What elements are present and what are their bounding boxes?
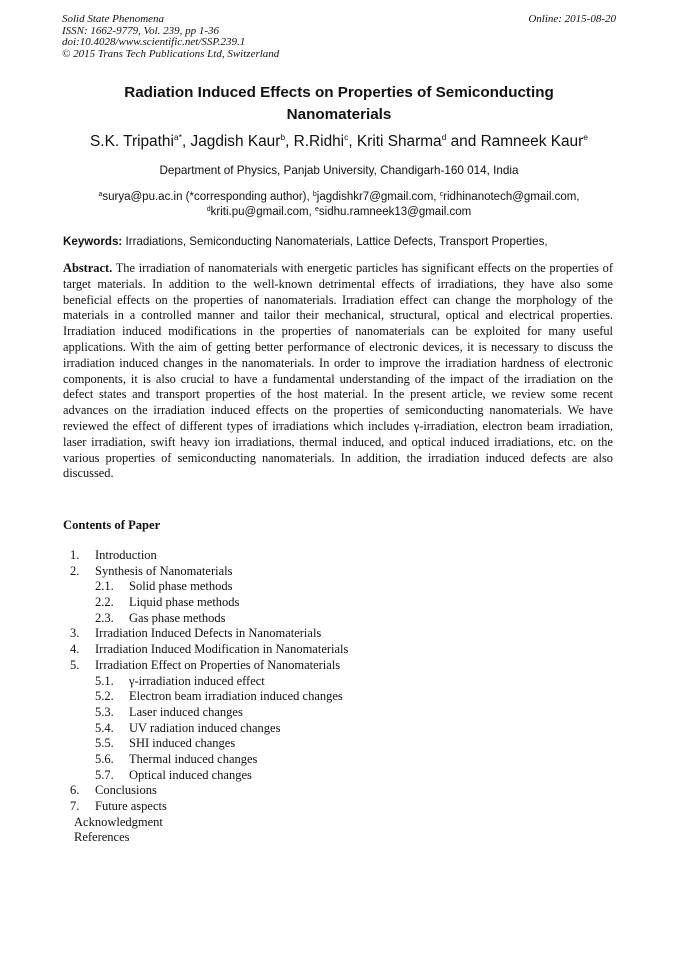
toc-item	[62, 689, 462, 705]
toc-item	[62, 548, 462, 564]
author-list	[40, 132, 638, 152]
toc-item	[62, 721, 462, 737]
toc-item	[62, 674, 462, 690]
toc-item	[62, 815, 462, 831]
toc-item-label: Irradiation Induced Modification in Nanomaterials	[95, 642, 349, 657]
toc-item	[62, 564, 462, 580]
toc-item-number: 5.7.	[95, 767, 114, 782]
toc-item-number: 5.6.	[95, 751, 114, 766]
toc-item	[62, 595, 462, 611]
affiliation: Department of Physics, Panjab University, Chandigarh-160 014, India	[159, 164, 519, 177]
email-a: surya@pu.ac.in (*corresponding author),	[102, 191, 313, 203]
author-separator: ,	[285, 133, 294, 150]
toc-item-number: 1.	[70, 548, 80, 562]
toc-item-label: UV radiation induced changes	[129, 720, 281, 735]
keywords-label: Keywords:	[63, 235, 123, 248]
toc-item-label: References	[74, 830, 130, 845]
toc-item-number: 6.	[70, 783, 80, 798]
email-marker: b	[312, 191, 317, 198]
email-d: kriti.pu@gmail.com,	[210, 206, 316, 218]
email-marker: d	[206, 206, 211, 213]
contents-title: Contents of Paper	[63, 518, 161, 532]
online-date: Online: 2015-08-20	[528, 13, 616, 25]
journal-doi: doi:10.4028/www.scientific.net/SSP.239.1	[62, 36, 246, 48]
toc-item-label: Thermal induced changes	[129, 751, 258, 766]
keywords-text: Irradiations, Semiconducting Nanomaterials, Lattice Defects, Transport Properties,	[122, 235, 548, 248]
email-marker: e	[315, 206, 319, 213]
toc-item	[62, 626, 462, 642]
email-c: ridhinanotech@gmail.com,	[443, 191, 580, 203]
toc-item-number: 2.2.	[95, 595, 114, 610]
author-marker: c	[344, 132, 349, 142]
toc-item-label: Introduction	[95, 548, 157, 562]
email-line-2	[40, 205, 638, 220]
toc-item-label: SHI induced changes	[129, 736, 236, 751]
email-marker: c	[439, 191, 444, 198]
journal-copyright: © 2015 Trans Tech Publications Ltd, Switzerland	[62, 47, 280, 60]
toc-item	[62, 579, 462, 595]
toc-item-number: 2.3.	[95, 610, 114, 625]
toc-item	[62, 768, 462, 784]
email-e: sidhu.ramneek13@gmail.com	[318, 206, 472, 218]
toc-item-label: Laser induced changes	[129, 704, 243, 719]
toc-item-number: 2.1.	[95, 579, 114, 594]
table-of-contents	[62, 548, 462, 846]
email-marker: a	[98, 191, 103, 198]
author-name: S.K. Tripathi	[90, 133, 174, 150]
toc-item	[62, 736, 462, 752]
author-name: Jagdish Kaur	[190, 133, 281, 150]
email-line-1	[40, 190, 638, 205]
author-emails	[40, 190, 638, 220]
toc-item	[62, 611, 462, 627]
toc-item	[62, 658, 462, 674]
toc-item	[62, 642, 462, 658]
toc-item	[62, 830, 462, 846]
journal-header	[62, 14, 422, 60]
author-marker: a*	[173, 132, 182, 142]
author-marker: d	[441, 132, 447, 142]
author-marker: e	[583, 132, 588, 142]
paper-title	[62, 82, 616, 126]
author-name: R.Ridhi	[293, 133, 345, 150]
toc-item-number: 3.	[70, 626, 80, 641]
abstract-label: Abstract.	[63, 261, 113, 275]
journal-issn: ISSN: 1662-9779, Vol. 239, pp 1-36	[62, 24, 220, 37]
toc-item-number: 5.1.	[95, 673, 114, 688]
toc-item	[62, 783, 462, 799]
toc-item-number: 5.	[70, 657, 80, 672]
toc-item-label: Future aspects	[95, 799, 167, 813]
toc-item	[62, 705, 462, 721]
author-name: Ramneek Kaur	[480, 133, 584, 150]
paper-title-line-1: Radiation Induced Effects on Properties of Semiconducting	[124, 84, 554, 101]
toc-item	[62, 799, 462, 815]
abstract	[63, 261, 613, 482]
toc-item-label: Conclusions	[95, 783, 157, 798]
toc-item-label: Synthesis of Nanomaterials	[95, 563, 233, 578]
toc-item-number: 4.	[70, 642, 80, 657]
toc-item-number: 5.4.	[95, 720, 114, 735]
journal-name: Solid State Phenomena	[62, 13, 165, 25]
author-separator: ,	[181, 133, 191, 150]
toc-item-label: Gas phase methods	[129, 610, 226, 625]
toc-item-number: 5.2.	[95, 689, 114, 704]
toc-item-number: 2.	[70, 563, 80, 578]
abstract-text: The irradiation of nanomaterials with energetic particles has significant effects on the properties of target materials. In addition to the well-known detrimental effects of irradiations, they have also some beneficial effects on the properties of nanomaterials. Irradiation effect can change the morphology of the materials in a controlled manner and tailor their mechanical, structural, optical and electrical properties. Irradiation induced modifications in the properties of nanomaterials can be exploited for many useful applications. With the aim of getting better performance of electronic devices, it is necessary to discuss the irradiation induced changes in the nanomaterials. In order to improve the irradiation hardness of electronic components, it is also crucial to have a fundamental understanding of the impact of the irradiation on the defect states and transport properties of the host material. In the present article, we review some recent advances on the irradiation induced effects on the properties of semiconducting nanomaterials. We have reviewed the effect of different types of irradiations which includes γ-irradiation, electron beam irradiation, laser irradiation, swift heavy ion irradiations, thermal induced, and optical induced irradiations, etc. on the various properties of semiconducting nanomaterials. In addition, the irradiation induced defects are also discussed.	[63, 261, 613, 481]
toc-item-number: 5.5.	[95, 736, 114, 751]
author-marker: b	[280, 132, 286, 142]
email-b: jagdishkr7@gmail.com,	[316, 191, 440, 203]
toc-item-number: 7.	[70, 799, 80, 813]
toc-item-number: 5.3.	[95, 704, 114, 719]
paper-title-line-2: Nanomaterials	[286, 106, 392, 123]
toc-item-label: Electron beam irradiation induced changes	[129, 689, 343, 704]
author-separator: ,	[348, 133, 357, 150]
keywords	[63, 234, 623, 249]
toc-item-label: Liquid phase methods	[129, 595, 240, 610]
toc-item-label: Irradiation Effect on Properties of Nanomaterials	[95, 657, 341, 672]
author-name: Kriti Sharma	[356, 133, 442, 150]
toc-item-label: Irradiation Induced Defects in Nanomaterials	[95, 626, 322, 641]
author-and: and	[446, 133, 481, 150]
toc-item-label: Solid phase methods	[129, 579, 233, 594]
toc-item-label: Optical induced changes	[129, 767, 252, 782]
toc-item	[62, 752, 462, 768]
toc-item-label: γ-irradiation induced effect	[129, 673, 265, 688]
toc-item-label: Acknowledgment	[74, 814, 163, 829]
